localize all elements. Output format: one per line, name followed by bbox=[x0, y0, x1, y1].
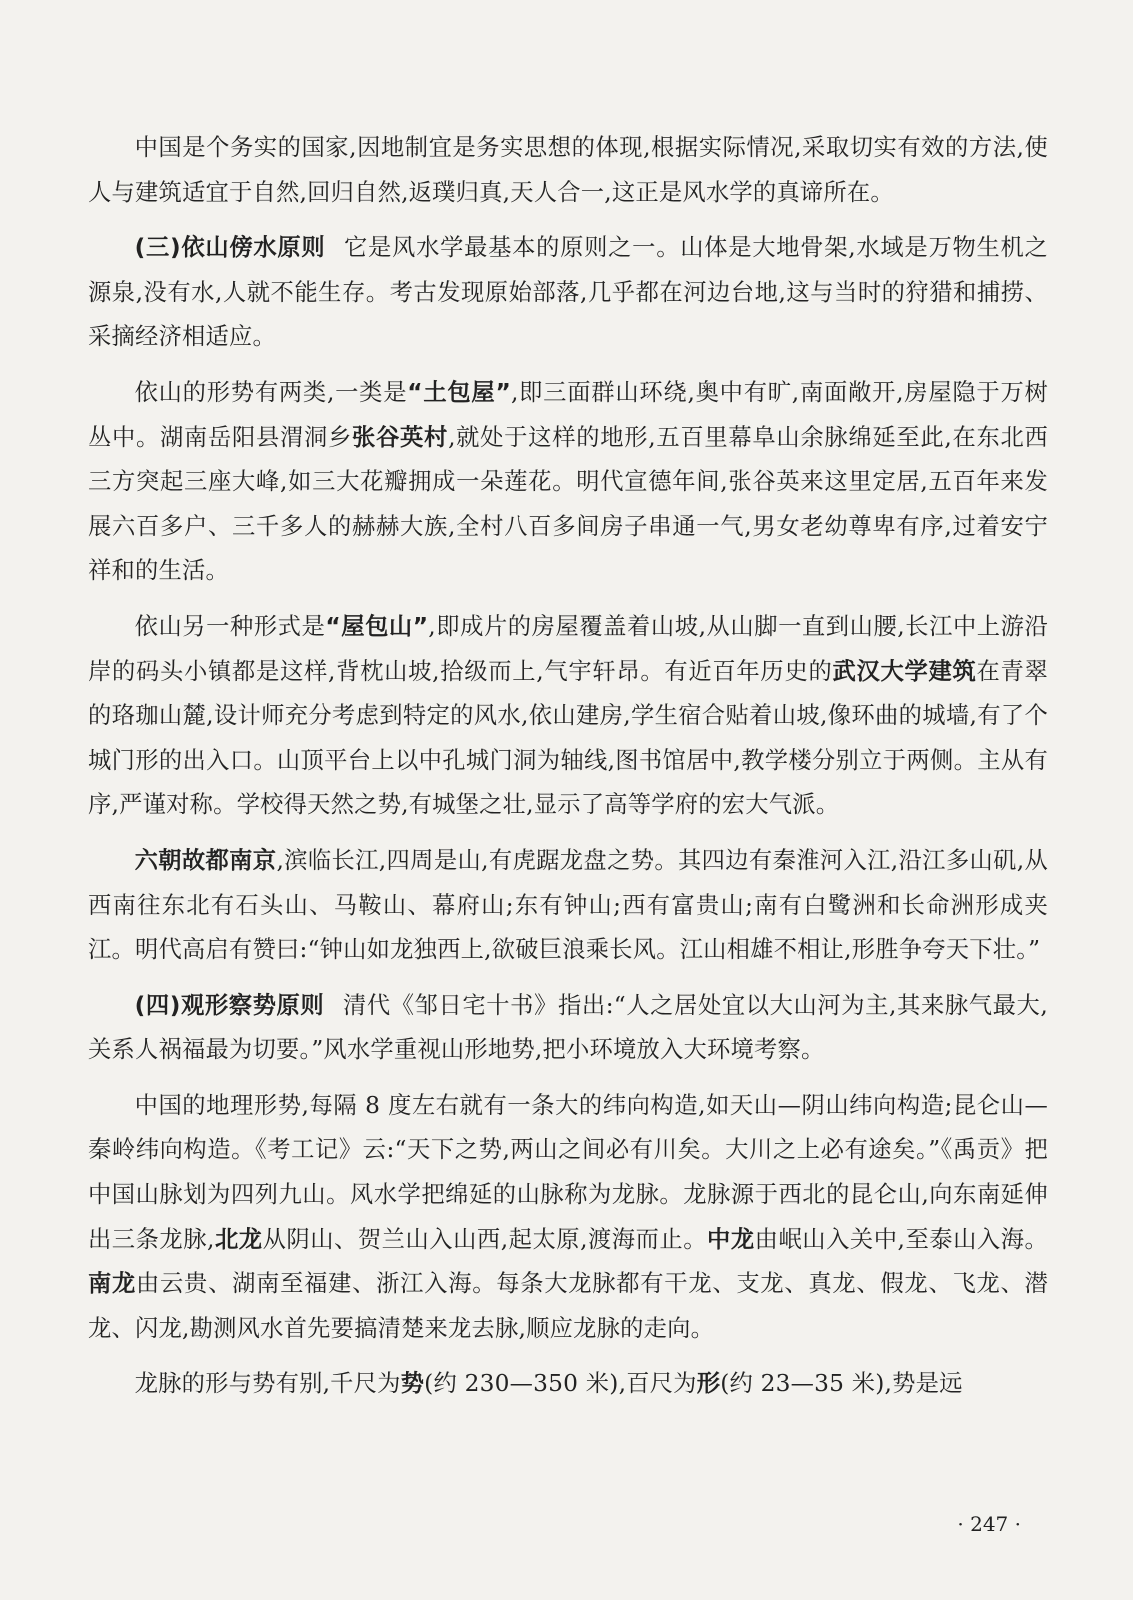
bold-term: 北龙 bbox=[214, 1225, 263, 1253]
text-run: (约 230—350 米),百尺为 bbox=[424, 1370, 697, 1398]
bold-term: 形 bbox=[696, 1370, 721, 1398]
bold-term: “土包屋” bbox=[407, 378, 511, 406]
bold-term: 武汉大学建筑 bbox=[832, 657, 977, 685]
text-run: 中国的地理形势,每隔 8 度左右就有一条大的纬向构造,如天山—阴山纬向构造;昆仑山—秦岭纬向构造。《考工记》云:“天下之势,两山之间必有川矣。大川之上必有途矣。”《禹贡》把中国山脉划为四列九山。风水学把绵延的山脉称为龙脉。龙脉源于西北的昆仑山,向东南延伸出三条龙脉, bbox=[88, 1091, 1048, 1253]
section-heading: (三)依山傍水原则 bbox=[134, 234, 326, 262]
bold-term: 势 bbox=[400, 1370, 425, 1398]
text-run: (约 23—35 米),势是远 bbox=[720, 1370, 963, 1398]
text-run: ,就处于这样的地形,五百里幕阜山余脉绵延至此,在东北西三方突起三座大峰,如三大花瓣拥成一朵莲花。明代宣德年间,张谷英来这里定居,五百年来发展六百多户、三千多人的赫赫大族,全村八百多间房子串通一气,男女老幼尊卑有序,过着安宁祥和的生活。 bbox=[88, 423, 1048, 585]
text-run: 在青翠的珞珈山麓,设计师充分考虑到特定的风水,依山建房,学生宿合贴着山坡,像环曲的城墙,有了个城门形的出入口。山顶平台上以中孔城门洞为轴线,图书馆居中,教学楼分别立于两侧。主从有序,严谨对称。学校得天然之势,有城堡之壮,显示了高等学府的宏大气派。 bbox=[88, 657, 1048, 819]
page-number: · 247 · bbox=[957, 1512, 1021, 1536]
paragraph bbox=[88, 1362, 1048, 1407]
text-run: 清代《邹日宅十书》指出:“人之居处宜以大山河为主,其来脉气最大,关系人祸福最为切要。”风水学重视山形地势,把小环境放入大环境考察。 bbox=[88, 991, 1048, 1064]
paragraph bbox=[88, 839, 1048, 973]
bold-term: 六朝故都南京 bbox=[134, 846, 277, 874]
text-run: 龙脉的形与势有别,千尺为 bbox=[134, 1370, 401, 1398]
text-run: ,滨临长江,四周是山,有虎踞龙盘之势。其四边有秦淮河入江,沿江多山矶,从西南往东北有石头山、马鞍山、幕府山;东有钟山;西有富贵山;南有白鹭洲和长命洲形成夹江。明代高启有赞曰:“钟山如龙独西上,欲破巨浪乘长风。江山相雄不相让,形胜争夸天下壮。” bbox=[88, 846, 1048, 964]
paragraph bbox=[88, 126, 1048, 215]
text-run: 中国是个务实的国家,因地制宜是务实思想的体现,根据实际情况,采取切实有效的方法,使人与建筑适宜于自然,回归自然,返璞归真,天人合一,这正是风水学的真谛所在。 bbox=[88, 134, 1048, 206]
bold-term: 中龙 bbox=[707, 1225, 755, 1253]
text-run: 它是风水学最基本的原则之一。山体是大地骨架,水域是万物生机之源泉,没有水,人就不能生存。考古发现原始部落,几乎都在河边台地,这与当时的狩猎和捕捞、采摘经济相适应。 bbox=[88, 234, 1048, 351]
text-run: 由岷山入关中,至泰山入海。 bbox=[754, 1225, 1049, 1253]
paragraph bbox=[88, 984, 1048, 1073]
text-run: ,即成片的房屋覆盖着山坡,从山脚一直到山腰,长江中上游沿岸的码头小镇都是这样,背枕山坡,拾级而上,气宇轩昂。有近百年历史的 bbox=[88, 612, 1048, 685]
bold-term: 南龙 bbox=[88, 1270, 137, 1298]
paragraph bbox=[88, 371, 1048, 594]
text-run: 从阴山、贺兰山入山西,起太原,渡海而止。 bbox=[262, 1225, 708, 1253]
text-run: ,即三面群山环绕,奥中有旷,南面敞开,房屋隐于万树丛中。湖南岳阳县渭洞乡 bbox=[88, 378, 1049, 451]
paragraph bbox=[88, 1084, 1048, 1352]
bold-term: 张谷英村 bbox=[352, 423, 449, 451]
document-body bbox=[88, 126, 1048, 1418]
paragraph bbox=[88, 226, 1048, 360]
paragraph bbox=[88, 605, 1048, 828]
text-run: 依山另一种形式是 bbox=[134, 612, 326, 640]
text-run: 依山的形势有两类,一类是 bbox=[134, 378, 408, 406]
bold-term: “屋包山” bbox=[325, 612, 429, 640]
section-heading: (四)观形察势原则 bbox=[134, 991, 325, 1019]
text-run: 由云贵、湖南至福建、浙江入海。每条大龙脉都有干龙、支龙、真龙、假龙、飞龙、潜龙、闪龙,勘测风水首先要搞清楚来龙去脉,顺应龙脉的走向。 bbox=[88, 1270, 1048, 1342]
